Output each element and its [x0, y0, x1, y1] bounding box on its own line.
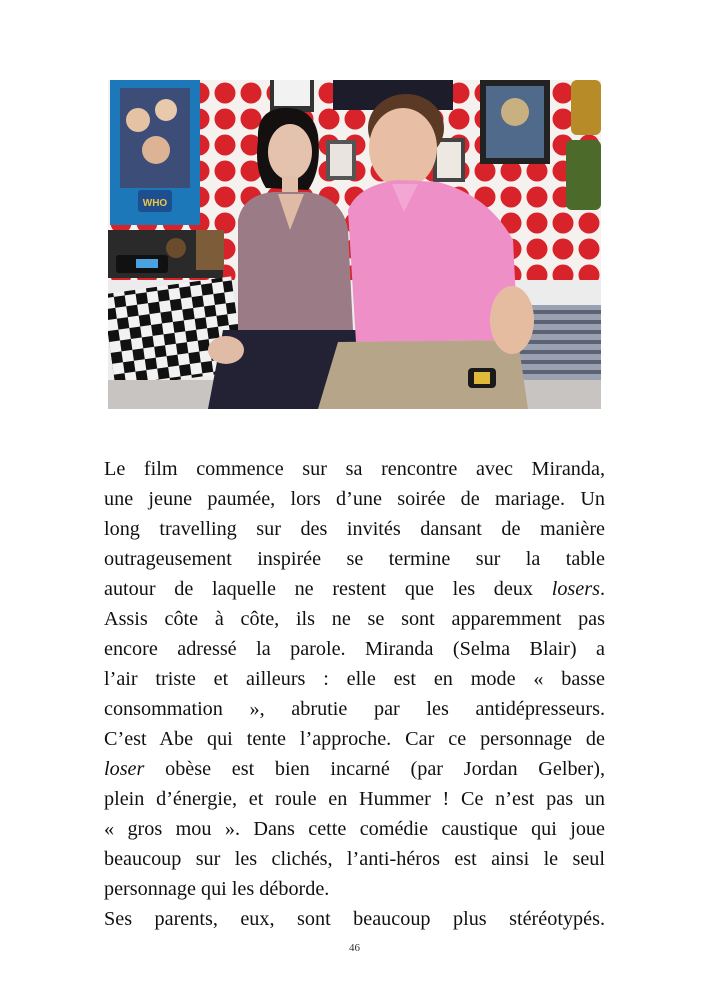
text-line	[104, 484, 605, 514]
toy-figure	[571, 80, 601, 135]
text-segment: long travelling sur des invités dansant de manière	[104, 518, 605, 540]
poster-logo-text: WHO	[142, 198, 168, 209]
text-line	[104, 784, 605, 814]
text-line	[104, 904, 605, 934]
text-segment: obèse est bien incarné (par Jordan Gelber),	[144, 758, 605, 780]
text-segment: Assis côte à côte, ils ne se sont apparemment pas	[104, 608, 605, 630]
page-number: 46	[349, 942, 360, 954]
text-line	[104, 634, 605, 664]
text-segment: personnage qui les déborde.	[104, 878, 330, 900]
text-line	[104, 754, 605, 784]
text-line	[104, 814, 605, 844]
film-still-photo	[108, 80, 601, 409]
text-segment: Le film commence sur sa rencontre avec Miranda,	[104, 458, 605, 480]
italic-word: losers	[551, 578, 600, 600]
text-segment: autour de laquelle ne restent que les deux	[104, 578, 552, 600]
text-line	[104, 694, 605, 724]
text-line	[104, 664, 605, 694]
italic-word: loser	[104, 758, 145, 780]
text-line	[104, 514, 605, 544]
text-segment: beaucoup sur les clichés, l’anti-héros est ainsi le seul	[104, 848, 605, 870]
text-segment: consommation », abrutie par les antidépresseurs.	[104, 698, 605, 720]
text-segment: une jeune paumée, lors d’une soirée de mariage. Un	[104, 488, 605, 510]
text-segment: encore adressé la parole. Miranda (Selma Blair) a	[104, 638, 605, 660]
text-segment: .	[599, 578, 605, 600]
text-line	[104, 454, 605, 484]
text-line	[104, 544, 605, 574]
text-segment: C’est Abe qui tente l’approche. Car ce personnage de	[104, 728, 605, 750]
text-segment: outrageusement inspirée se termine sur la table	[104, 548, 605, 570]
text-line	[104, 874, 605, 904]
text-line	[104, 724, 605, 754]
body-text	[104, 454, 605, 934]
text-line	[104, 574, 605, 604]
text-segment: Ses parents, eux, sont beaucoup plus stéréotypés.	[104, 908, 605, 930]
text-segment: « gros mou ». Dans cette comédie caustique qui joue	[104, 818, 605, 840]
text-line	[104, 844, 605, 874]
film-still-image	[108, 80, 601, 409]
text-segment: plein d’énergie, et roule en Hummer ! Ce n’est pas un	[104, 788, 605, 810]
text-line	[104, 604, 605, 634]
text-segment: l’air triste et ailleurs : elle est en mode « basse	[104, 668, 605, 690]
